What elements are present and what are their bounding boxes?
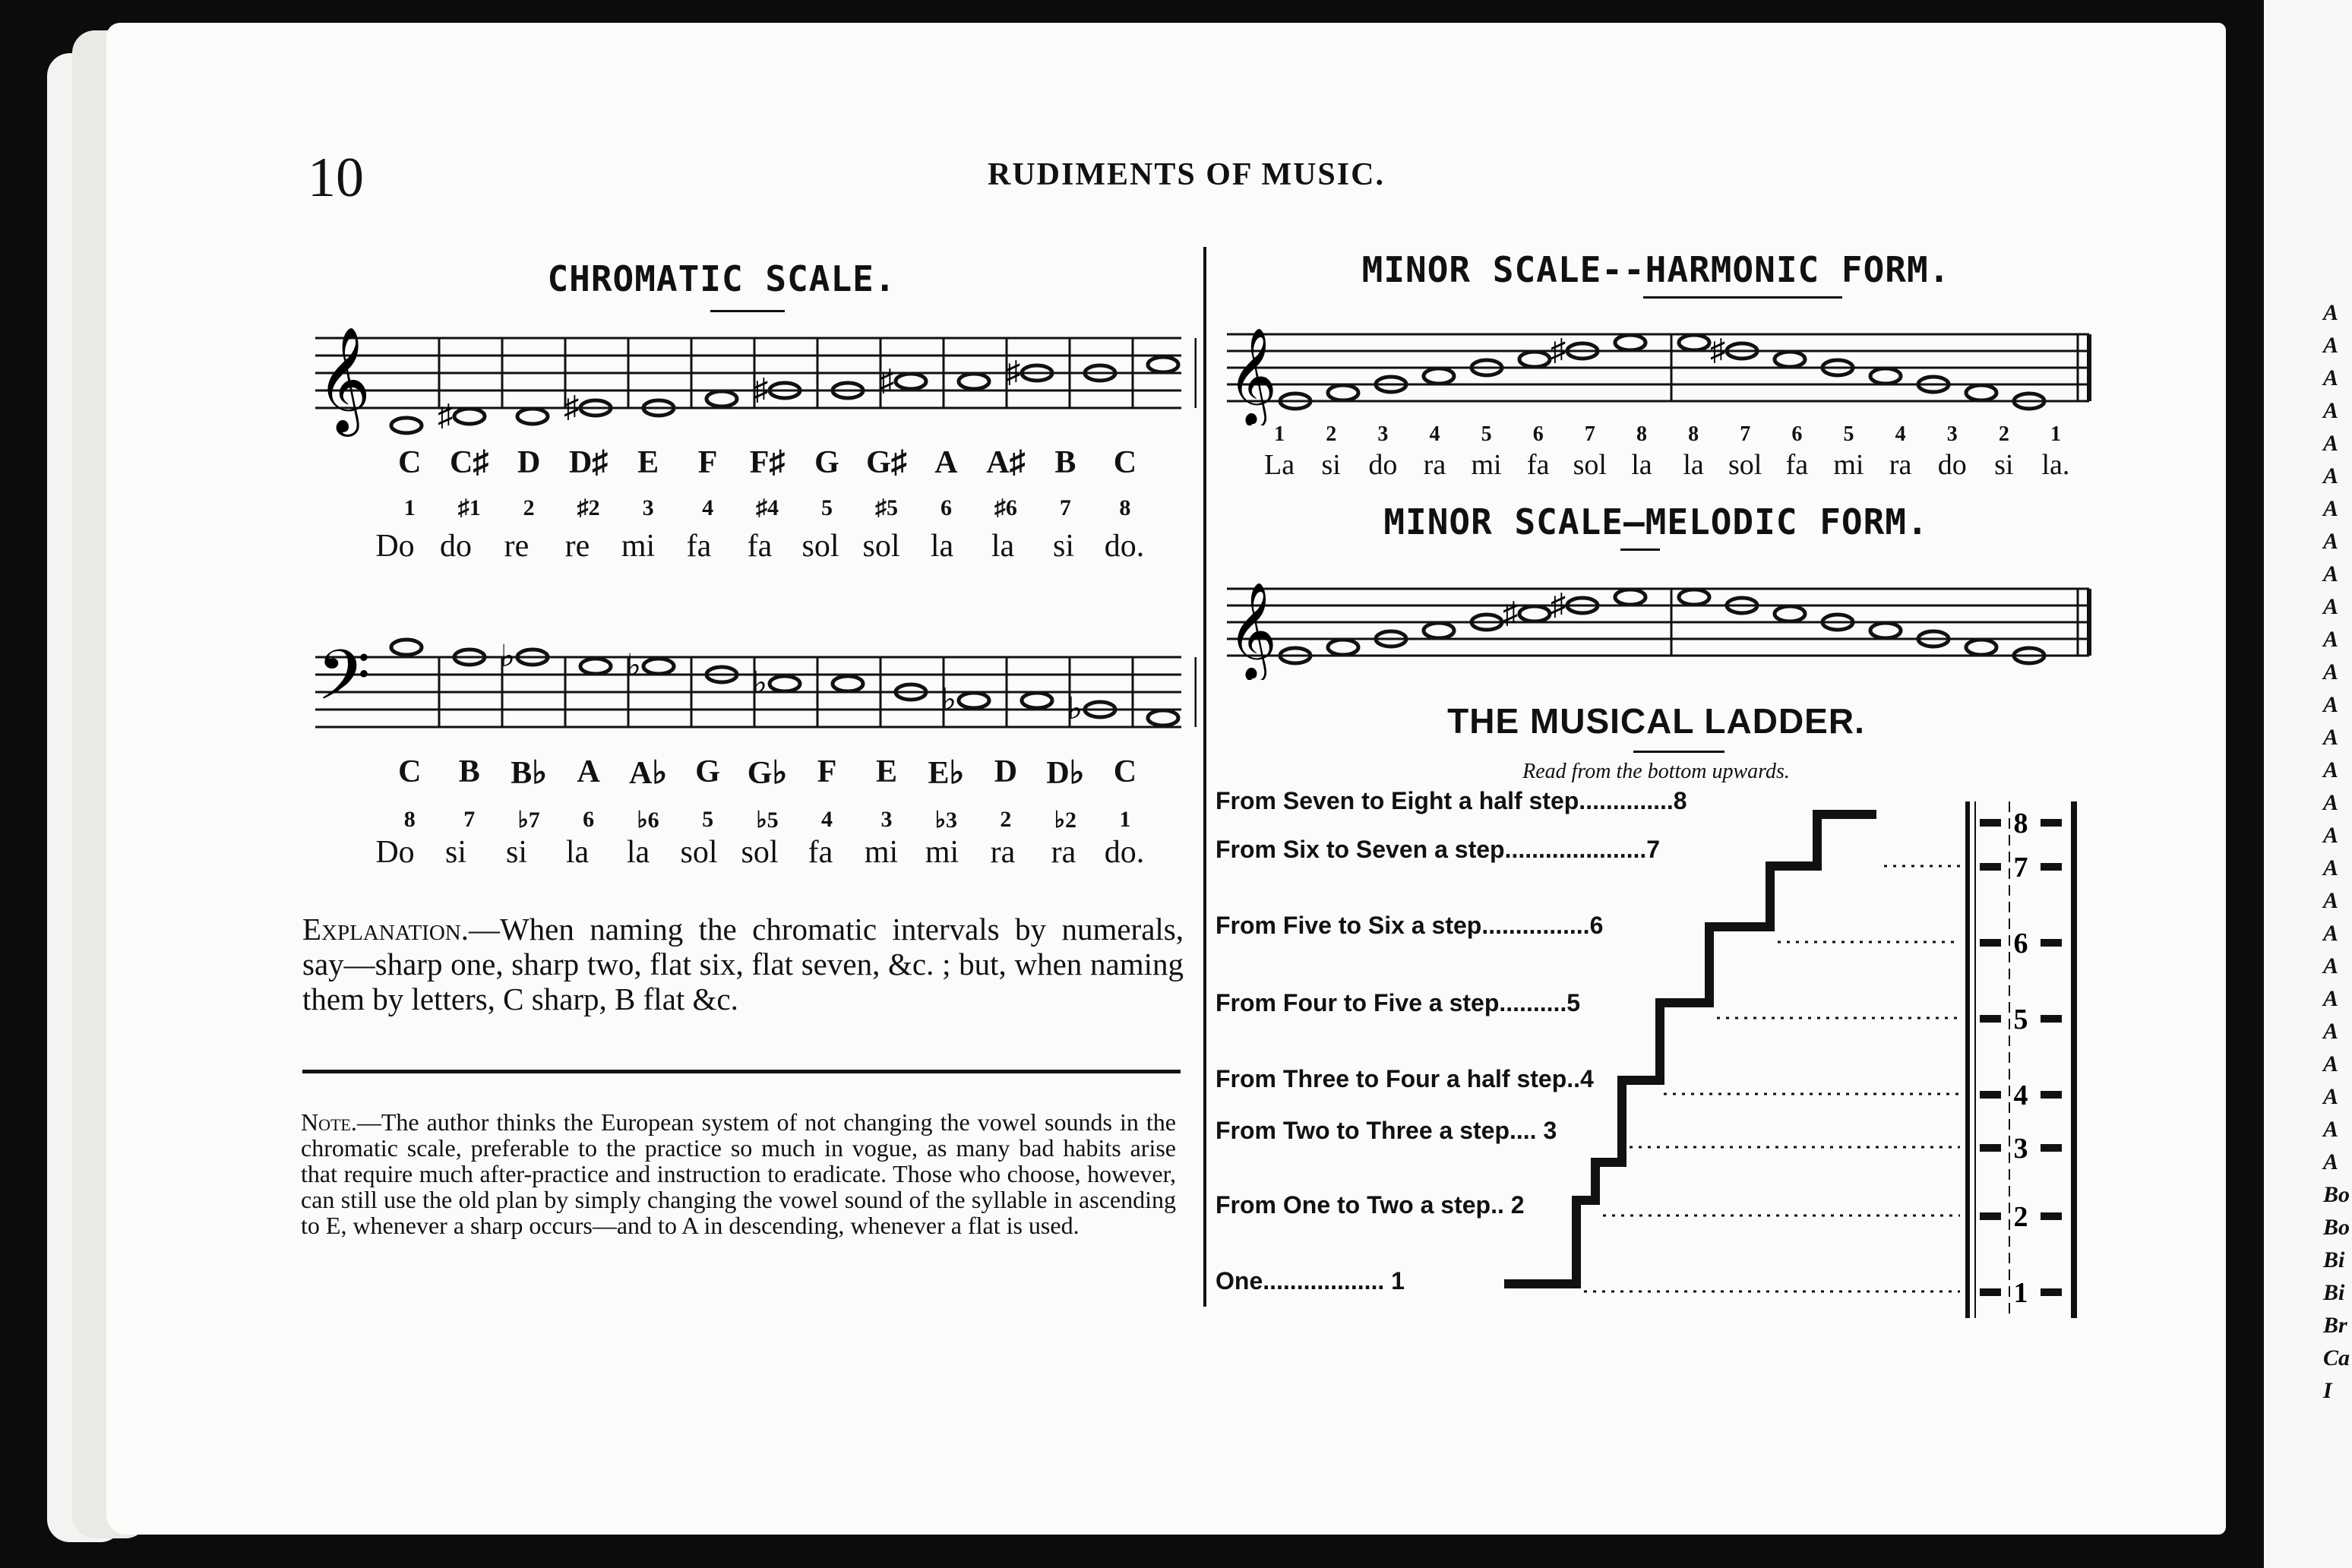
solfa-syllable: fa <box>747 529 773 564</box>
facing-page-letter: Bi <box>2323 1280 2345 1305</box>
whole-note <box>391 640 422 655</box>
ladder-rung <box>1980 1288 2001 1296</box>
solfa-syllable: sol <box>680 835 718 870</box>
note-numeral: ♭2 <box>1054 808 1076 833</box>
solfa-syllable: mi <box>1833 449 1864 481</box>
column-divider <box>1203 247 1206 1307</box>
solfa-syllable: sol <box>801 529 839 564</box>
chromatic-up-syllables <box>365 528 1155 564</box>
solfa-syllable: la <box>565 835 590 870</box>
harmonic-minor-title: MINOR SCALE--HARMONIC FORM. <box>1361 249 1951 290</box>
note-letter: C <box>398 445 422 480</box>
note-letter: E <box>875 754 897 789</box>
note-letter: G♯ <box>866 445 907 480</box>
note-numeral: ♯4 <box>756 495 779 520</box>
sharp-icon: ♯ <box>1503 596 1518 630</box>
solfa-syllable: la <box>626 835 650 870</box>
ladder-scale-number: 1 <box>2013 1277 2028 1309</box>
whole-note <box>1022 693 1052 708</box>
note-letter: D♭ <box>1046 756 1085 791</box>
note-numeral: 1 <box>2050 422 2061 446</box>
solfa-syllable: mi <box>864 835 899 870</box>
note-numeral: 2 <box>1998 422 2009 446</box>
chromatic-down-syllables <box>365 834 1155 871</box>
treble-staff-melodic <box>1223 558 2097 680</box>
musical-ladder-title: THE MUSICAL LADDER. <box>1447 701 1865 741</box>
note-numeral: 1 <box>1119 807 1131 832</box>
note-numeral: 7 <box>1740 422 1751 446</box>
facing-page-letter: A <box>2323 986 2339 1011</box>
whole-note <box>1148 710 1178 726</box>
facing-page-letter: A <box>2323 365 2339 390</box>
ladder-rung <box>1980 863 2001 871</box>
treble-clef-icon: 𝄞 <box>317 329 371 430</box>
solfa-syllable: fa <box>1526 449 1550 481</box>
solfa-syllable: ra <box>1889 449 1912 481</box>
facing-page-letter: A <box>2323 855 2339 880</box>
running-title: RUDIMENTS OF MUSIC. <box>988 157 1385 192</box>
solfa-syllable: ra <box>1051 835 1076 870</box>
note-numeral: 1 <box>1274 422 1285 446</box>
note-numeral: 3 <box>880 807 893 832</box>
ladder-rung <box>2041 1288 2062 1296</box>
facing-page-letter: A <box>2323 888 2339 913</box>
facing-page-letter: A <box>2323 463 2339 488</box>
note-letter: F♯ <box>749 445 786 480</box>
ladder-scale-number: 2 <box>2013 1201 2028 1233</box>
whole-note <box>1424 368 1454 384</box>
flat-icon: ♭ <box>627 648 641 682</box>
ladder-scale-number: 6 <box>2013 928 2028 959</box>
facing-page-letter: Br <box>2323 1313 2347 1338</box>
ladder-rung <box>2041 939 2062 947</box>
solfa-syllable: re <box>564 529 590 564</box>
whole-note <box>1519 606 1550 621</box>
note-numeral: 4 <box>1429 422 1440 446</box>
ladder-rung <box>2041 863 2062 871</box>
note-letter: C <box>398 754 422 789</box>
note-numeral: ♭3 <box>934 808 958 833</box>
bass-staff-chromatic <box>308 623 1197 752</box>
note-numeral: 6 <box>583 807 595 832</box>
note-numeral: 4 <box>702 495 714 520</box>
facing-page-letter: A <box>2323 561 2339 586</box>
note-letter: E <box>637 445 659 480</box>
solfa-syllable: do <box>1368 449 1398 481</box>
solfa-syllable: ra <box>1423 449 1446 481</box>
solfa-syllable: la <box>1631 449 1652 481</box>
treble-staff-harmonic <box>1223 304 2097 425</box>
facing-page-letter: I <box>2323 1378 2332 1403</box>
whole-note <box>1679 335 1709 350</box>
facing-page-letter: A <box>2323 627 2339 652</box>
note-numeral: 8 <box>1636 422 1647 446</box>
note-letter: A <box>577 754 600 789</box>
facing-page-letter: A <box>2323 659 2339 684</box>
ladder-scale-number: 7 <box>2013 852 2028 884</box>
note-numeral: 3 <box>1377 422 1389 446</box>
facing-page-letter: A <box>2323 594 2339 619</box>
ladder-rung <box>1980 939 2001 947</box>
note-numeral: 6 <box>940 495 952 520</box>
note-lead: Note. <box>301 1108 357 1136</box>
ladder-graphic <box>1489 790 2097 1322</box>
ladder-scale-number: 5 <box>2013 1004 2028 1035</box>
facing-page-letter: A <box>2323 496 2339 521</box>
whole-note <box>959 374 989 389</box>
solfa-syllable: la <box>991 529 1015 564</box>
facing-page-letter: Bi <box>2323 1247 2345 1272</box>
whole-note <box>1870 623 1901 638</box>
note-numeral: 4 <box>821 807 833 832</box>
horizontal-rule <box>302 1070 1181 1073</box>
chromatic-up-letters <box>380 444 1155 481</box>
note-letter: D♯ <box>568 445 609 480</box>
ladder-scale-number: 4 <box>2013 1080 2028 1111</box>
note-numeral: 4 <box>1895 422 1906 446</box>
treble-clef-icon: 𝄞 <box>1228 330 1278 422</box>
facing-page-letter: A <box>2323 790 2339 815</box>
facing-page-letter: A <box>2323 823 2339 848</box>
note-numeral: 8 <box>403 807 416 832</box>
note-numeral: 5 <box>1843 422 1854 446</box>
chromatic-down-letters <box>380 754 1155 792</box>
note-text: —The author thinks the European system of not changing the vowel sounds in the chromatic scale, preferable to the practice so much in vogue, as many bad habits arise that require much after-practice and instruction to eradicate. Those who choose, however, can still use the old plan by simply changing the vowel sound of the syllable in ascending to E, whenever a sharp occurs—and to A in descending, whenever a flat is used. <box>301 1108 1176 1239</box>
ladder-step-label: From Two to Three a step.... 3 <box>1216 1117 1557 1144</box>
solfa-syllable: sol <box>1728 449 1762 481</box>
note-numeral: ♯2 <box>577 495 600 520</box>
note-numeral: 7 <box>1584 422 1595 446</box>
facing-page-letter: A <box>2323 757 2339 782</box>
note-numeral: 8 <box>1119 495 1131 520</box>
facing-page-letter: Ca <box>2323 1345 2350 1370</box>
whole-note <box>1615 335 1645 350</box>
explanation-paragraph <box>302 912 1184 1016</box>
note-letter: D <box>994 754 1018 789</box>
ladder-step-label: From Five to Six a step................6 <box>1216 912 1604 939</box>
facing-page-letter: A <box>2323 1149 2339 1174</box>
whole-note <box>959 693 989 708</box>
whole-note <box>1519 352 1550 367</box>
whole-note <box>707 391 737 406</box>
flat-icon: ♭ <box>753 665 767 700</box>
note-numeral: 6 <box>1791 422 1803 446</box>
note-numeral: 5 <box>702 807 714 832</box>
whole-note <box>643 659 674 674</box>
whole-note <box>580 659 611 674</box>
sharp-icon: ♯ <box>1551 587 1566 621</box>
whole-note <box>391 418 422 433</box>
note-numeral: 1 <box>403 495 416 520</box>
note-numeral: ♯1 <box>457 495 481 520</box>
solfa-syllable: mi <box>1471 449 1502 481</box>
note-letter: G <box>695 754 720 789</box>
note-paragraph <box>301 1109 1176 1238</box>
whole-note <box>1775 606 1805 621</box>
page-number: 10 <box>308 147 364 209</box>
note-letter: G <box>814 445 839 480</box>
facing-page-letter: Bo <box>2323 1215 2350 1240</box>
whole-note <box>1328 385 1358 400</box>
note-numeral: ♯5 <box>874 495 898 520</box>
sharp-icon: ♯ <box>1551 333 1566 367</box>
sharp-icon: ♯ <box>438 398 453 432</box>
facing-page-letter: A <box>2323 1084 2339 1109</box>
note-numeral: 3 <box>642 495 654 520</box>
note-letter: G♭ <box>747 756 788 791</box>
title-rule <box>1643 296 1842 299</box>
note-letter: C <box>1113 754 1137 789</box>
ladder-scale-number: 8 <box>2013 808 2028 839</box>
whole-note <box>1775 352 1805 367</box>
note-numeral: 5 <box>1481 422 1492 446</box>
solfa-syllable: mi <box>621 529 656 564</box>
note-letter: B <box>458 754 480 789</box>
solfa-syllable: ra <box>990 835 1016 870</box>
chromatic-down-numerals <box>380 807 1155 833</box>
facing-page-letter: A <box>2323 1019 2339 1044</box>
ladder-step-label: One.................. 1 <box>1216 1267 1405 1295</box>
note-letter: A♭ <box>629 756 668 791</box>
solfa-syllable: fa <box>808 835 833 870</box>
note-letter: B♭ <box>511 756 548 791</box>
explanation-text: —When naming the chromatic intervals by numerals, say—sharp one, sharp two, flat six, flat seven, &c. ; but, when naming them by letters, C sharp, B flat &c. <box>302 912 1184 1016</box>
facing-page-letter: A <box>2323 953 2339 978</box>
ladder-rung <box>2041 1144 2062 1152</box>
ladder-step-label: From Six to Seven a step.....................7 <box>1216 836 1661 863</box>
sharp-icon: ♯ <box>1710 333 1725 367</box>
chromatic-scale-title: CHROMATIC SCALE. <box>547 258 896 299</box>
flat-icon: ♭ <box>942 682 956 716</box>
ladder-rung <box>2041 1091 2062 1099</box>
note-numeral: 6 <box>1532 422 1544 446</box>
facing-page-letter: A <box>2323 921 2339 946</box>
sharp-icon: ♯ <box>564 390 579 424</box>
facing-page-letter: A <box>2323 692 2339 717</box>
whole-note <box>1424 623 1454 638</box>
note-numeral: 3 <box>1946 422 1958 446</box>
solfa-syllable: sol <box>1573 449 1607 481</box>
note-letter: A <box>934 445 958 480</box>
ladder-rung <box>1980 819 2001 827</box>
treble-clef-icon: 𝄞 <box>1228 584 1278 677</box>
solfa-syllable: si <box>444 835 466 870</box>
note-letter: F <box>817 754 837 789</box>
note-letter: C♯ <box>450 445 489 480</box>
solfa-syllable: fa <box>1785 449 1809 481</box>
note-numeral: 7 <box>1059 495 1071 520</box>
note-numeral: 2 <box>1000 807 1012 832</box>
chromatic-up-numerals <box>380 495 1155 521</box>
solfa-syllable: si <box>1052 529 1074 564</box>
whole-note <box>1870 368 1901 384</box>
facing-page-letter: Bo <box>2323 1182 2350 1207</box>
facing-page-letter: A <box>2323 1051 2339 1076</box>
facing-page-letter: A <box>2323 333 2339 358</box>
note-letter: B <box>1054 445 1076 480</box>
note-numeral: 2 <box>1326 422 1337 446</box>
solfa-syllable: mi <box>925 835 959 870</box>
sharp-icon: ♯ <box>1005 355 1020 389</box>
note-numeral: ♭7 <box>517 808 540 833</box>
facing-page-letter: A <box>2323 431 2339 456</box>
note-numeral: ♭5 <box>756 808 779 833</box>
whole-note <box>517 409 548 424</box>
flat-icon: ♭ <box>1068 691 1083 726</box>
facing-page-letter: A <box>2323 529 2339 554</box>
ladder-subtitle: Read from the bottom upwards. <box>1522 760 1790 783</box>
ladder-rung <box>1980 1015 2001 1023</box>
ladder-rung <box>2041 1212 2062 1220</box>
solfa-syllable: La <box>1264 449 1295 481</box>
ladder-rung <box>1980 1144 2001 1152</box>
note-numeral: 5 <box>821 495 833 520</box>
note-letter: E♭ <box>928 756 965 791</box>
flat-icon: ♭ <box>501 639 515 673</box>
note-numeral: 7 <box>463 807 476 832</box>
note-numeral: ♭6 <box>637 808 659 833</box>
whole-note <box>1966 385 1996 400</box>
solfa-syllable: la <box>1683 449 1704 481</box>
sharp-icon: ♯ <box>753 372 768 406</box>
facing-page-letter: A <box>2323 725 2339 750</box>
ladder-rung <box>2041 1015 2062 1023</box>
ladder-rung <box>2041 819 2062 827</box>
note-letter: F <box>697 445 718 480</box>
solfa-syllable: do <box>440 529 472 564</box>
ladder-step-label: From Seven to Eight a half step..............8 <box>1216 787 1687 814</box>
solfa-syllable: re <box>504 529 530 564</box>
whole-note <box>1966 640 1996 655</box>
facing-page-letter: A <box>2323 1117 2339 1142</box>
whole-note <box>896 374 926 389</box>
whole-note <box>1148 357 1178 372</box>
title-rule <box>1620 548 1660 551</box>
solfa-syllable: la. <box>2041 449 2070 481</box>
ladder-scale-number: 3 <box>2013 1133 2028 1165</box>
solfa-syllable: Do <box>375 529 415 564</box>
bass-clef-icon: 𝄢 <box>317 638 371 731</box>
treble-staff-chromatic <box>308 304 1197 437</box>
solfa-syllable: do <box>1937 449 1967 481</box>
solfa-syllable: si <box>1994 449 2014 481</box>
sharp-icon: ♯ <box>879 363 894 397</box>
ladder-rung <box>1980 1212 2001 1220</box>
note-letter: D <box>517 445 541 480</box>
whole-note <box>1328 640 1358 655</box>
ladder-step-label: From One to Two a step.. 2 <box>1216 1191 1525 1219</box>
note-numeral: 8 <box>1688 422 1699 446</box>
note-letter: C <box>1113 445 1137 480</box>
whole-note <box>770 676 800 691</box>
whole-note <box>833 676 863 691</box>
note-numeral: 2 <box>523 495 535 520</box>
solfa-syllable: sol <box>741 835 779 870</box>
whole-note <box>454 409 485 424</box>
ladder-rung <box>1980 1091 2001 1099</box>
ladder-step-label: From Four to Five a step..........5 <box>1216 989 1581 1016</box>
note-letter: A♯ <box>986 445 1026 480</box>
solfa-syllable: do. <box>1104 835 1145 870</box>
harmonic-syllables <box>1253 448 2082 482</box>
whole-note <box>1679 590 1709 605</box>
facing-page-letter: A <box>2323 300 2339 325</box>
solfa-syllable: si <box>505 835 527 870</box>
whole-note <box>1615 590 1645 605</box>
harmonic-numerals <box>1253 422 2082 447</box>
solfa-syllable: do. <box>1104 529 1145 564</box>
solfa-syllable: sol <box>862 529 900 564</box>
solfa-syllable: fa <box>686 529 712 564</box>
explanation-lead: Explanation. <box>302 912 469 947</box>
solfa-syllable: si <box>1321 449 1341 481</box>
facing-page-letter: A <box>2323 398 2339 423</box>
melodic-minor-title: MINOR SCALE—MELODIC FORM. <box>1383 501 1929 542</box>
solfa-syllable: la <box>930 529 954 564</box>
ladder-step-label: From Three to Four a half step..4 <box>1216 1065 1594 1092</box>
title-rule <box>1633 751 1724 753</box>
note-numeral: ♯6 <box>994 495 1017 520</box>
solfa-syllable: Do <box>375 835 415 870</box>
